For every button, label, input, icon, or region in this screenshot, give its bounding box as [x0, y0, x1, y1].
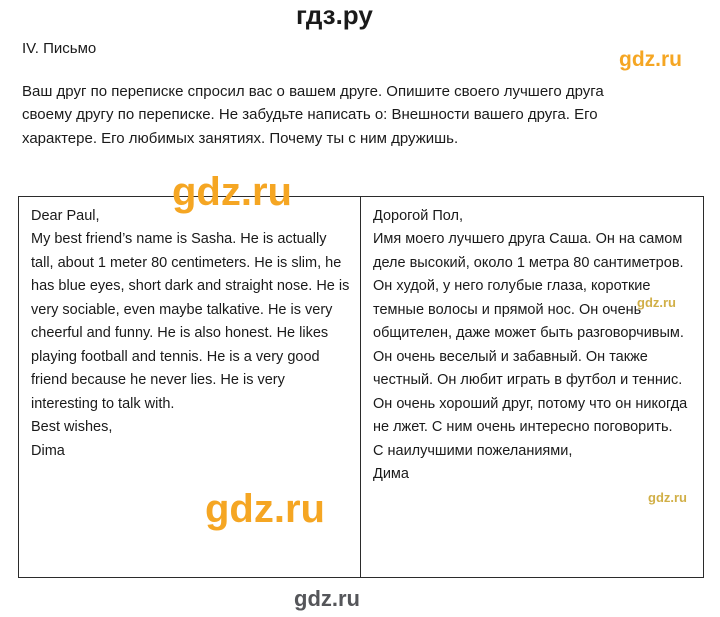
english-body: My best friend’s name is Sasha. He is actually tall, about 1 meter 80 centimeters. He is slim, he has blue eyes, short dark and straight nose. He is very sociable, even maybe talkative. He is very cheerful and funny. He is also honest. He likes playing football and tennis. He is a very good friend because he never lies. He is very interesting to talk with.: [31, 231, 350, 412]
answer-table: [18, 196, 704, 578]
section-title: IV. Письмо: [22, 40, 97, 57]
watermark-corner: gdz.ru: [619, 48, 682, 71]
watermark-small-right-1: gdz.ru: [637, 295, 676, 310]
watermark-large-top: gdz.ru: [172, 170, 292, 214]
task-description: Ваш друг по переписке спросил вас о вашем друге. Опишите своего лучшего друга своему другу по переписке. Не забудьте написать о: Внешности вашего друга. Его характере. Его любимых занятиях. Почему ты с ним дружишь.: [22, 83, 604, 147]
english-greeting: Dear Paul,: [31, 208, 100, 224]
answer-cell-english: [19, 197, 361, 577]
answer-cell-russian: [361, 197, 703, 577]
russian-closing: С наилучшими пожеланиями,: [373, 442, 573, 459]
english-signature: Dima: [31, 442, 65, 459]
watermark-large-bottom: gdz.ru: [205, 487, 325, 531]
english-closing: Best wishes,: [31, 419, 113, 436]
site-logo-bottom: gdz.ru: [294, 586, 360, 611]
russian-signature: Дима: [373, 466, 409, 483]
site-logo-top: гдз.ру: [296, 0, 373, 30]
russian-greeting: Дорогой Пол,: [373, 208, 463, 224]
russian-body: Имя моего лучшего друга Саша. Он на самом деле высокий, около 1 метра 80 сантиметров. Он худой, у него голубые глаза, короткие темные волосы и прямой нос. Он очень общителен, даже может быть разговорчивым. Он очень веселый и забавный. Он также честный. Он любит играть в футбол и теннис. Он очень хороший друг, потому что он никогда не лжет. С ним очень интересно поговорить.: [373, 231, 688, 436]
watermark-small-right-2: gdz.ru: [648, 490, 687, 505]
